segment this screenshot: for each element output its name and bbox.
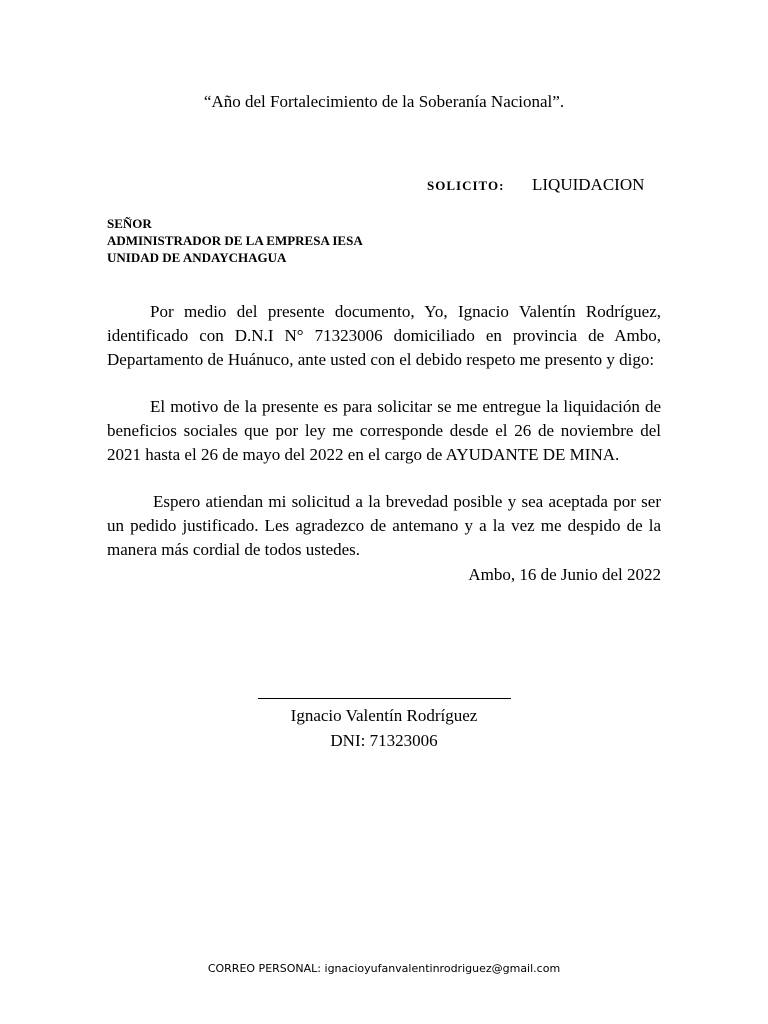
footer-email-line [0, 962, 768, 975]
recipient-title: SEÑOR [107, 216, 152, 231]
date-line: Ambo, 16 de Junio del 2022 [468, 565, 661, 584]
recipient-block [107, 215, 363, 266]
signature-line [258, 698, 511, 699]
year-title: “Año del Fortalecimiento de la Soberanía Nacional”. [203, 92, 565, 111]
body-paragraph-closing: Espero atiendan mi solicitud a la brevedad posible y sea aceptada por ser un pedido justificado. Les agradezco de antemano y a la vez me despido de la manera más cordial de todos ustedes. [107, 492, 661, 559]
body-paragraph-intro: Por medio del presente documento, Yo, Ignacio Valentín Rodríguez, identificado con D.N.I N° 71323006 domiciliado en provincia de Ambo, Departamento de Huánuco, ante usted con el debido respeto me presento y digo: [107, 302, 661, 369]
recipient-unit: UNIDAD DE ANDAYCHAGUA [107, 250, 287, 265]
subject-value: LIQUIDACION [532, 175, 645, 194]
signature-dni: DNI: 71323006 [330, 731, 438, 750]
recipient-position: ADMINISTRADOR DE LA EMPRESA IESA [107, 233, 363, 248]
footer-email-label: CORREO PERSONAL: [207, 962, 322, 975]
footer-email[interactable]: ignacioyufanvalentinrodriguez@gmail.com [324, 962, 561, 975]
subject-label: SOLICITO: [427, 178, 505, 193]
body-paragraph-motive: El motivo de la presente es para solicitar se me entregue la liquidación de beneficios sociales que por ley me corresponde desde el 26 de noviembre del 2021 hasta el 26 de mayo del 2022 en el cargo de AYUDANTE DE MINA. [107, 397, 661, 464]
signature-name: Ignacio Valentín Rodríguez [290, 706, 478, 725]
subject-line [427, 175, 644, 195]
